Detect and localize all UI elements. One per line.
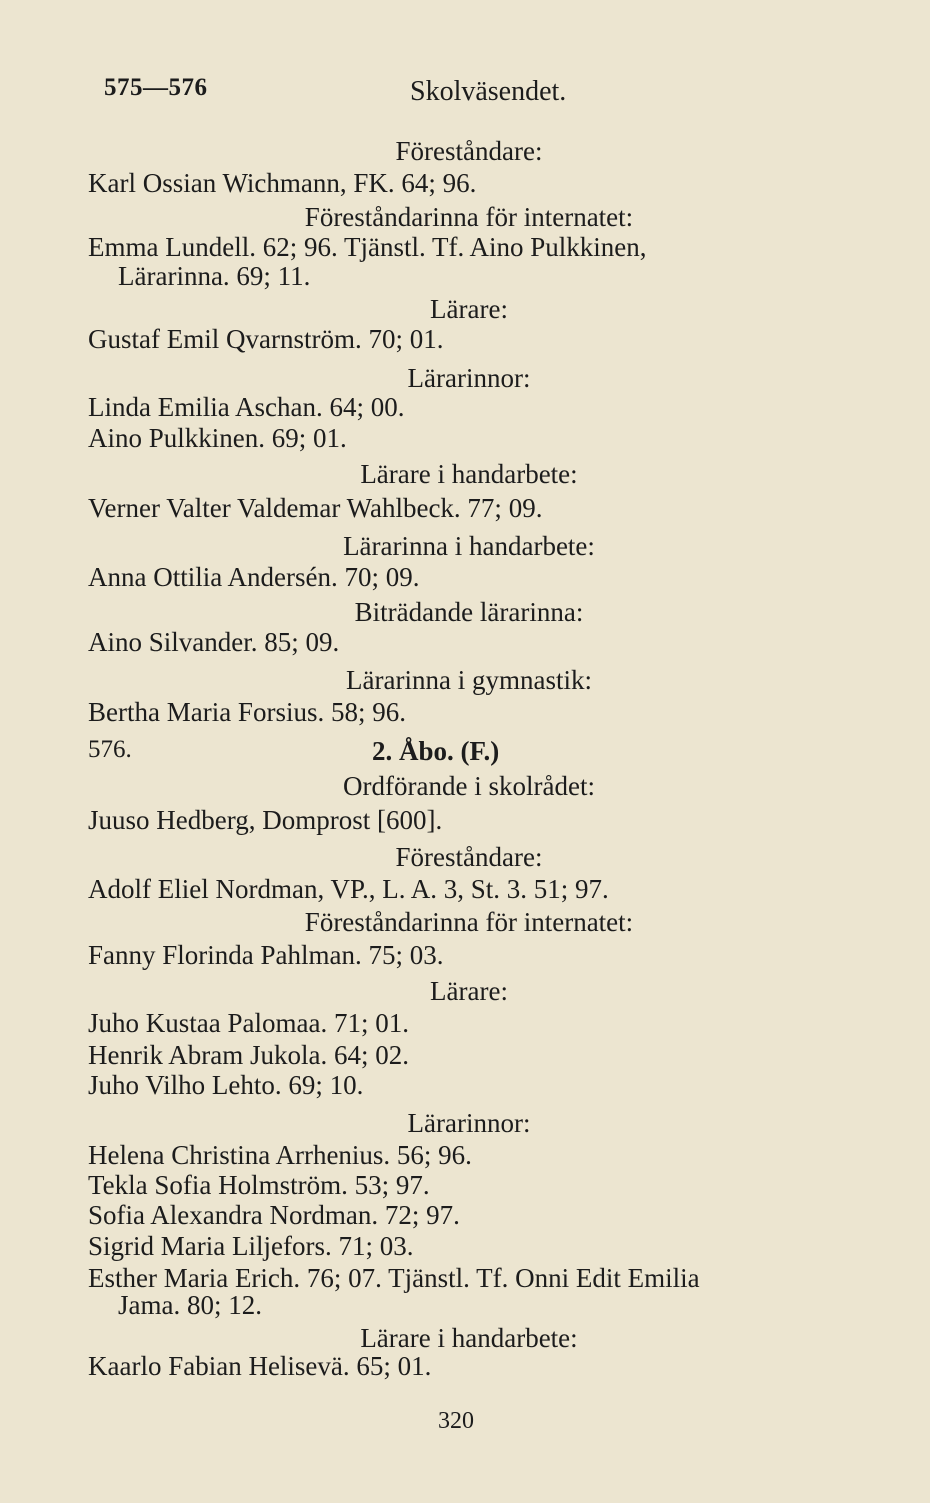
staff-entry: Bertha Maria Forsius. 58; 96. (88, 697, 406, 727)
staff-entry: Linda Emilia Aschan. 64; 00. (88, 392, 405, 422)
staff-entry: Emma Lundell. 62; 96. Tjänstl. Tf. Aino Pulkkinen, (88, 232, 647, 262)
staff-entry: Tekla Sofia Holmström. 53; 97. (88, 1170, 430, 1200)
role-heading: Biträdande lärarinna: (354, 597, 584, 627)
role-heading: Lärarinna i gymnastik: (346, 665, 592, 695)
role-heading: Lärare: (430, 294, 508, 324)
folio-number: 320 (438, 1408, 474, 1434)
role-heading: Föreståndare: (395, 842, 543, 872)
role-heading: Lärare i handarbete: (360, 459, 578, 489)
staff-entry: Esther Maria Erich. 76; 07. Tjänstl. Tf. Onni Edit Emilia (88, 1263, 700, 1293)
staff-entry: Juuso Hedberg, Domprost [600]. (88, 805, 443, 835)
running-title: Skolväsendet. (410, 76, 567, 107)
section-number: 576. (88, 736, 132, 763)
staff-entry: Sigrid Maria Liljefors. 71; 03. (88, 1231, 414, 1261)
role-heading: Lärare i handarbete: (360, 1323, 578, 1353)
role-heading: Ordförande i skolrådet: (343, 771, 595, 801)
role-heading: Lärare: (430, 976, 508, 1006)
staff-entry: Kaarlo Fabian Helisevä. 65; 01. (88, 1351, 432, 1381)
staff-entry: Aino Silvander. 85; 09. (88, 627, 340, 657)
role-heading: Föreståndarinna för internatet: (304, 202, 634, 232)
staff-entry: Helena Christina Arrhenius. 56; 96. (88, 1140, 472, 1170)
entry-continuation: Jama. 80; 12. (118, 1290, 262, 1320)
staff-entry: Aino Pulkkinen. 69; 01. (88, 423, 347, 453)
staff-entry: Gustaf Emil Qvarnström. 70; 01. (88, 324, 444, 354)
role-heading: Lärarinnor: (407, 1108, 531, 1138)
staff-entry: Juho Vilho Lehto. 69; 10. (88, 1070, 364, 1100)
staff-entry: Juho Kustaa Palomaa. 71; 01. (88, 1008, 409, 1038)
section-title: 2. Åbo. (F.) (372, 736, 500, 766)
staff-entry: Sofia Alexandra Nordman. 72; 97. (88, 1200, 460, 1230)
staff-entry: Fanny Florinda Pahlman. 75; 03. (88, 940, 444, 970)
entry-continuation: Lärarinna. 69; 11. (118, 261, 311, 291)
role-heading: Föreståndare: (395, 136, 543, 166)
page-range: 575—576 (104, 74, 208, 101)
staff-entry: Anna Ottilia Andersén. 70; 09. (88, 562, 420, 592)
role-heading: Lärarinnor: (407, 363, 531, 393)
role-heading: Föreståndarinna för internatet: (304, 907, 634, 937)
staff-entry: Adolf Eliel Nordman, VP., L. A. 3, St. 3. 51; 97. (88, 874, 609, 904)
staff-entry: Henrik Abram Jukola. 64; 02. (88, 1040, 409, 1070)
staff-entry: Karl Ossian Wichmann, FK. 64; 96. (88, 168, 477, 198)
staff-entry: Verner Valter Valdemar Wahlbeck. 77; 09. (88, 493, 543, 523)
role-heading: Lärarinna i handarbete: (343, 531, 595, 561)
